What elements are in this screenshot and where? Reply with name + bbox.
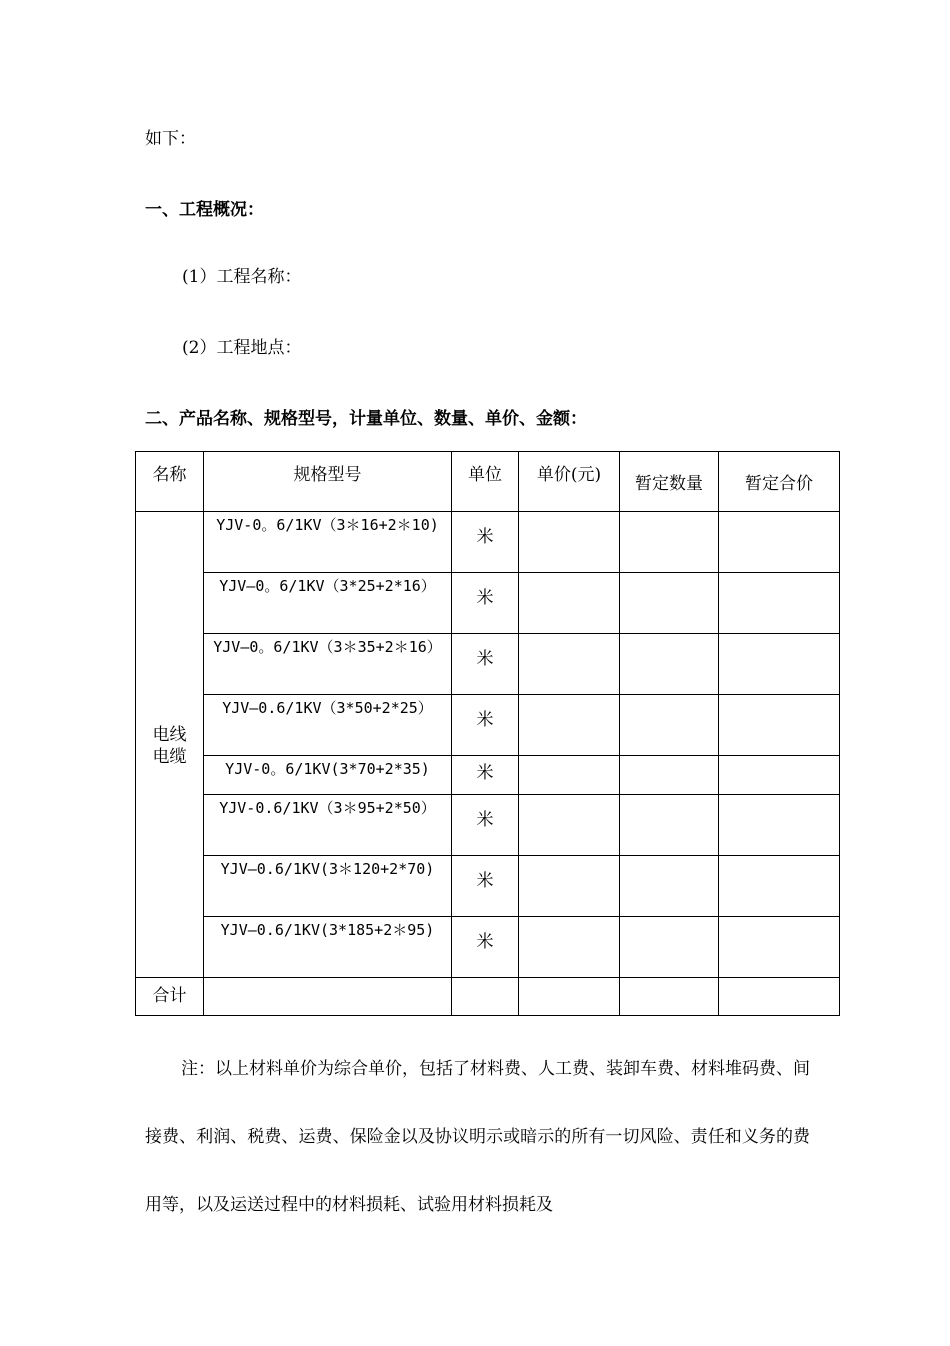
price-table [135,451,840,1016]
category-label: 电线电缆 [152,725,187,767]
spec-cell: YJV—0.6/1KV（3*50+2*25） [204,695,452,756]
total-label: 合计 [136,978,204,1016]
quantity-cell [620,573,719,634]
price-cell [519,756,620,795]
header-quantity: 暂定数量 [620,452,719,512]
table-row [136,634,840,695]
unit-cell: 米 [452,856,519,917]
total-cell [719,695,840,756]
unit-cell: 米 [452,695,519,756]
table-row [136,756,840,795]
unit-cell: 米 [452,756,519,795]
quantity-cell [620,856,719,917]
table-row [136,512,840,573]
table-header-row [136,452,840,512]
header-unit: 单位 [452,452,519,512]
total-row [136,978,840,1016]
price-cell [519,856,620,917]
spec-cell: YJV—0.6/1KV(3*185+2＊95) [204,917,452,978]
unit-cell: 米 [452,917,519,978]
table-row [136,573,840,634]
quantity-cell [620,917,719,978]
total-cell [719,634,840,695]
table-row [136,795,840,856]
unit-cell: 米 [452,634,519,695]
header-unit-price: 单价(元) [519,452,620,512]
total-cell [719,917,840,978]
spec-cell: YJV—0。6/1KV（3＊35+2＊16） [204,634,452,695]
section-1-heading: 一、工程概况： [145,200,264,220]
quantity-cell [620,795,719,856]
total-cell [719,756,840,795]
table-row [136,917,840,978]
price-cell [519,917,620,978]
spec-cell: YJV—0。6/1KV（3*25+2*16） [204,573,452,634]
project-location-label: (2）工程地点： [182,338,302,358]
intro-text: 如下： [145,129,196,149]
total-cell [719,512,840,573]
header-name: 名称 [136,452,204,512]
quantity-cell [620,695,719,756]
spec-cell: YJV—0.6/1KV(3＊120+2*70) [204,856,452,917]
quantity-cell [620,512,719,573]
project-name-label: (1）工程名称： [182,267,302,287]
price-cell [519,573,620,634]
price-cell [519,512,620,573]
header-total: 暂定合价 [719,452,840,512]
quantity-cell [620,756,719,795]
unit-cell: 米 [452,512,519,573]
note-paragraph: 注：以上材料单价为综合单价，包括了材料费、人工费、装卸车费、材料堆码费、间接费、利润、税费、运费、保险金以及协议明示或暗示的所有一切风险、责任和义务的费用等，以及运送过程中的材料损耗、试验用材料损耗及 [145,1059,810,1215]
spec-cell: YJV-0.6/1KV（3＊95+2*50） [204,795,452,856]
quantity-cell [620,634,719,695]
price-cell [519,634,620,695]
unit-cell: 米 [452,795,519,856]
header-spec: 规格型号 [204,452,452,512]
category-cell [136,512,204,978]
total-cell [719,795,840,856]
spec-cell: YJV-0。6/1KV（3＊16+2＊10) [204,512,452,573]
total-cell [719,856,840,917]
spec-cell: YJV-0。6/1KV(3*70+2*35) [204,756,452,795]
table-row [136,856,840,917]
table-row [136,695,840,756]
total-cell [719,573,840,634]
price-cell [519,695,620,756]
section-2-heading: 二、产品名称、规格型号，计量单位、数量、单价、金额： [145,409,587,429]
unit-cell: 米 [452,573,519,634]
price-cell [519,795,620,856]
